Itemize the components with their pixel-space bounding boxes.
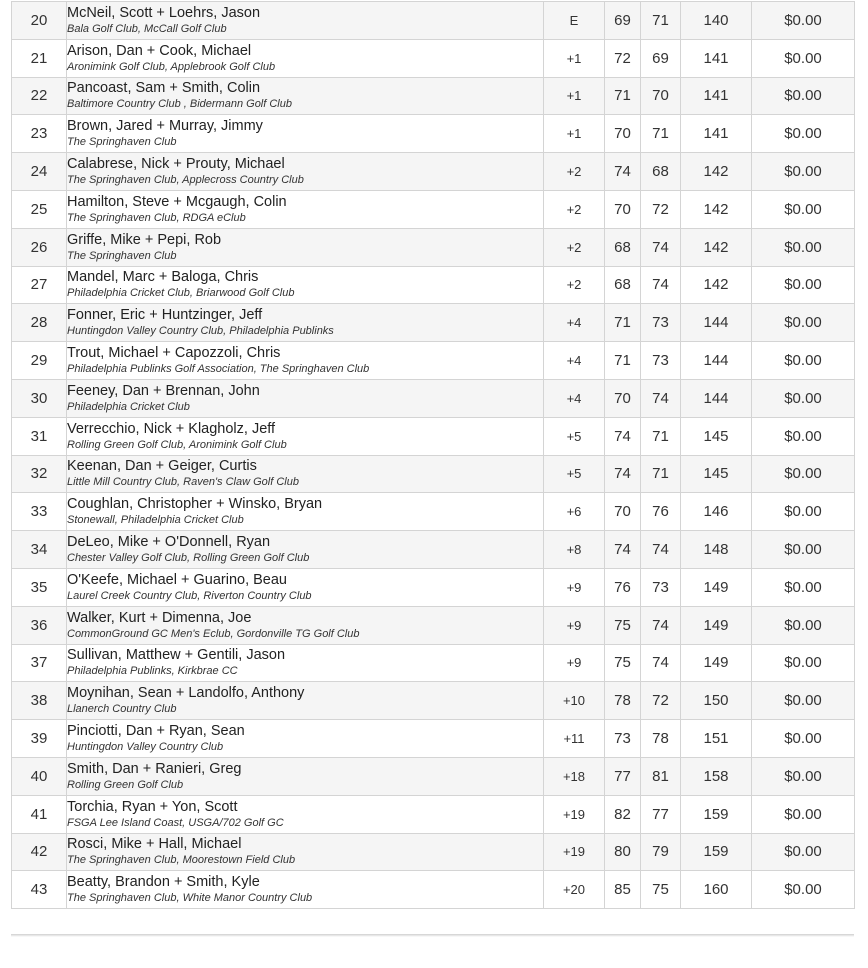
team-players[interactable]: Griffe, Mike + Pepi, Rob — [67, 231, 222, 248]
total-cell: 150 — [681, 682, 752, 720]
team-players[interactable]: Smith, Dan + Ranieri, Greg — [67, 760, 242, 777]
total-cell: 145 — [681, 417, 752, 455]
team-clubs: Bala Golf Club, McCall Golf Club — [67, 22, 227, 35]
total-cell: 141 — [681, 39, 752, 77]
total-cell: 142 — [681, 190, 752, 228]
round-1-cell: 74 — [605, 417, 641, 455]
team-clubs: CommonGround GC Men's Eclub, Gordonville TG Golf Club — [67, 627, 360, 640]
earnings-cell: $0.00 — [752, 568, 855, 606]
team-cell[interactable] — [67, 115, 544, 153]
team-players[interactable]: Brown, Jared + Murray, Jimmy — [67, 118, 263, 135]
team-players[interactable]: Rosci, Mike + Hall, Michael — [67, 836, 242, 853]
total-cell: 151 — [681, 720, 752, 758]
team-clubs: Baltimore Country Club , Bidermann Golf Club — [67, 98, 292, 111]
total-cell: 144 — [681, 304, 752, 342]
earnings-cell: $0.00 — [752, 871, 855, 909]
team-cell[interactable] — [67, 682, 544, 720]
team-clubs: Philadelphia Publinks Golf Association, The Springhaven Club — [67, 363, 370, 376]
team-clubs: Aronimink Golf Club, Applebrook Golf Club — [67, 60, 276, 73]
position-cell: 27 — [12, 266, 67, 304]
round-1-cell: 76 — [605, 568, 641, 606]
team-clubs: Huntingdon Valley Country Club, Philadelphia Publinks — [67, 325, 334, 338]
round-2-cell: 73 — [641, 568, 681, 606]
round-1-cell: 68 — [605, 228, 641, 266]
table-row[interactable] — [12, 77, 855, 115]
round-2-cell: 74 — [641, 228, 681, 266]
team-clubs: The Springhaven Club, Moorestown Field Club — [67, 854, 296, 867]
team-cell[interactable] — [67, 568, 544, 606]
team-cell[interactable] — [67, 757, 544, 795]
position-cell: 22 — [12, 77, 67, 115]
to-par-cell: +2 — [544, 266, 605, 304]
earnings-cell: $0.00 — [752, 531, 855, 569]
total-cell: 149 — [681, 606, 752, 644]
team-clubs: Huntingdon Valley Country Club — [67, 741, 224, 754]
total-cell: 158 — [681, 757, 752, 795]
to-par-cell: +9 — [544, 644, 605, 682]
table-row[interactable] — [12, 606, 855, 644]
round-2-cell: 79 — [641, 833, 681, 871]
team-players[interactable]: Sullivan, Matthew + Gentili, Jason — [67, 647, 286, 664]
round-1-cell: 71 — [605, 342, 641, 380]
team-clubs: The Springhaven Club, RDGA eClub — [67, 211, 246, 224]
table-row[interactable] — [12, 568, 855, 606]
team-clubs: Chester Valley Golf Club, Rolling Green Golf Club — [67, 552, 310, 565]
round-2-cell: 73 — [641, 342, 681, 380]
round-2-cell: 72 — [641, 682, 681, 720]
to-par-cell: +2 — [544, 190, 605, 228]
team-clubs: FSGA Lee Island Coast, USGA/702 Golf GC — [67, 816, 284, 829]
team-clubs: The Springhaven Club — [67, 249, 177, 262]
team-players[interactable]: Torchia, Ryan + Yon, Scott — [67, 798, 238, 815]
round-1-cell: 74 — [605, 531, 641, 569]
table-row[interactable] — [12, 417, 855, 455]
earnings-cell: $0.00 — [752, 795, 855, 833]
earnings-cell: $0.00 — [752, 682, 855, 720]
position-cell: 20 — [12, 2, 67, 40]
position-cell: 29 — [12, 342, 67, 380]
total-cell: 141 — [681, 77, 752, 115]
position-cell: 40 — [12, 757, 67, 795]
team-clubs: Stonewall, Philadelphia Cricket Club — [67, 514, 244, 527]
total-cell: 148 — [681, 531, 752, 569]
round-1-cell: 72 — [605, 39, 641, 77]
earnings-cell: $0.00 — [752, 115, 855, 153]
team-cell[interactable] — [67, 417, 544, 455]
team-cell[interactable] — [67, 153, 544, 191]
position-cell: 31 — [12, 417, 67, 455]
position-cell: 38 — [12, 682, 67, 720]
position-cell: 42 — [12, 833, 67, 871]
to-par-cell: +9 — [544, 606, 605, 644]
round-2-cell: 76 — [641, 493, 681, 531]
to-par-cell: +4 — [544, 342, 605, 380]
round-2-cell: 73 — [641, 304, 681, 342]
table-row[interactable] — [12, 115, 855, 153]
earnings-cell: $0.00 — [752, 2, 855, 40]
to-par-cell: +2 — [544, 153, 605, 191]
to-par-cell: +10 — [544, 682, 605, 720]
table-row[interactable] — [12, 757, 855, 795]
table-row[interactable] — [12, 2, 855, 40]
team-cell[interactable] — [67, 606, 544, 644]
earnings-cell: $0.00 — [752, 493, 855, 531]
round-2-cell: 68 — [641, 153, 681, 191]
round-2-cell: 71 — [641, 455, 681, 493]
table-row[interactable] — [12, 720, 855, 758]
round-2-cell: 71 — [641, 417, 681, 455]
earnings-cell: $0.00 — [752, 153, 855, 191]
table-bottom-shadow — [11, 934, 854, 937]
team-cell[interactable] — [67, 871, 544, 909]
round-2-cell: 74 — [641, 644, 681, 682]
position-cell: 34 — [12, 531, 67, 569]
table-row[interactable] — [12, 455, 855, 493]
total-cell: 142 — [681, 228, 752, 266]
to-par-cell: +11 — [544, 720, 605, 758]
table-row[interactable] — [12, 493, 855, 531]
position-cell: 21 — [12, 39, 67, 77]
earnings-cell: $0.00 — [752, 39, 855, 77]
team-players[interactable]: Pinciotti, Dan + Ryan, Sean — [67, 723, 245, 740]
team-clubs: Philadelphia Cricket Club — [67, 400, 190, 413]
team-cell[interactable] — [67, 720, 544, 758]
team-players[interactable]: Trout, Michael + Capozzoli, Chris — [67, 345, 281, 362]
total-cell: 149 — [681, 644, 752, 682]
round-2-cell: 69 — [641, 39, 681, 77]
total-cell: 159 — [681, 795, 752, 833]
table-row[interactable] — [12, 795, 855, 833]
to-par-cell: +1 — [544, 77, 605, 115]
round-2-cell: 70 — [641, 77, 681, 115]
to-par-cell: +19 — [544, 795, 605, 833]
team-cell[interactable] — [67, 531, 544, 569]
team-cell[interactable] — [67, 266, 544, 304]
round-1-cell: 70 — [605, 190, 641, 228]
team-players[interactable]: Pancoast, Sam + Smith, Colin — [67, 80, 261, 97]
table-row[interactable] — [12, 644, 855, 682]
to-par-cell: +5 — [544, 455, 605, 493]
team-players[interactable]: DeLeo, Mike + O'Donnell, Ryan — [67, 534, 271, 551]
team-cell[interactable] — [67, 190, 544, 228]
total-cell: 145 — [681, 455, 752, 493]
earnings-cell: $0.00 — [752, 190, 855, 228]
round-1-cell: 75 — [605, 606, 641, 644]
earnings-cell: $0.00 — [752, 606, 855, 644]
team-cell[interactable] — [67, 379, 544, 417]
to-par-cell: +6 — [544, 493, 605, 531]
to-par-cell: +4 — [544, 304, 605, 342]
round-1-cell: 85 — [605, 871, 641, 909]
team-clubs: Philadelphia Cricket Club, Briarwood Golf Club — [67, 287, 295, 300]
round-1-cell: 78 — [605, 682, 641, 720]
team-cell[interactable] — [67, 644, 544, 682]
earnings-cell: $0.00 — [752, 379, 855, 417]
position-cell: 26 — [12, 228, 67, 266]
round-1-cell: 74 — [605, 153, 641, 191]
team-cell[interactable] — [67, 455, 544, 493]
team-cell[interactable] — [67, 77, 544, 115]
total-cell: 144 — [681, 379, 752, 417]
table-row[interactable] — [12, 871, 855, 909]
round-2-cell: 71 — [641, 115, 681, 153]
to-par-cell: +1 — [544, 115, 605, 153]
position-cell: 37 — [12, 644, 67, 682]
position-cell: 43 — [12, 871, 67, 909]
round-1-cell: 71 — [605, 304, 641, 342]
team-players[interactable]: Keenan, Dan + Geiger, Curtis — [67, 458, 257, 475]
round-1-cell: 70 — [605, 379, 641, 417]
team-clubs: Laurel Creek Country Club, Riverton Country Club — [67, 589, 312, 602]
round-2-cell: 78 — [641, 720, 681, 758]
round-2-cell: 77 — [641, 795, 681, 833]
earnings-cell: $0.00 — [752, 644, 855, 682]
round-1-cell: 75 — [605, 644, 641, 682]
team-clubs: The Springhaven Club, Applecross Country Club — [67, 174, 304, 187]
table-row[interactable] — [12, 153, 855, 191]
to-par-cell: +2 — [544, 228, 605, 266]
leaderboard-table — [11, 1, 855, 909]
team-players[interactable]: Arison, Dan + Cook, Michael — [67, 42, 252, 59]
round-1-cell: 71 — [605, 77, 641, 115]
round-1-cell: 77 — [605, 757, 641, 795]
team-clubs: The Springhaven Club — [67, 136, 177, 149]
round-2-cell: 74 — [641, 379, 681, 417]
team-players[interactable]: Moynihan, Sean + Landolfo, Anthony — [67, 685, 305, 702]
table-row[interactable] — [12, 379, 855, 417]
position-cell: 41 — [12, 795, 67, 833]
table-row[interactable] — [12, 39, 855, 77]
team-players[interactable]: O'Keefe, Michael + Guarino, Beau — [67, 571, 287, 588]
team-players[interactable]: McNeil, Scott + Loehrs, Jason — [67, 4, 261, 21]
total-cell: 146 — [681, 493, 752, 531]
to-par-cell: +9 — [544, 568, 605, 606]
total-cell: 142 — [681, 266, 752, 304]
total-cell: 140 — [681, 2, 752, 40]
table-row[interactable] — [12, 833, 855, 871]
round-2-cell: 71 — [641, 2, 681, 40]
earnings-cell: $0.00 — [752, 266, 855, 304]
earnings-cell: $0.00 — [752, 757, 855, 795]
position-cell: 25 — [12, 190, 67, 228]
total-cell: 144 — [681, 342, 752, 380]
position-cell: 23 — [12, 115, 67, 153]
earnings-cell: $0.00 — [752, 342, 855, 380]
position-cell: 24 — [12, 153, 67, 191]
total-cell: 160 — [681, 871, 752, 909]
earnings-cell: $0.00 — [752, 304, 855, 342]
position-cell: 39 — [12, 720, 67, 758]
to-par-cell: +1 — [544, 39, 605, 77]
team-players[interactable]: Beatty, Brandon + Smith, Kyle — [67, 874, 260, 891]
earnings-cell: $0.00 — [752, 417, 855, 455]
team-cell[interactable] — [67, 39, 544, 77]
team-clubs: Llanerch Country Club — [67, 703, 177, 716]
table-row[interactable] — [12, 682, 855, 720]
round-2-cell: 74 — [641, 266, 681, 304]
table-row[interactable] — [12, 228, 855, 266]
team-players[interactable]: Walker, Kurt + Dimenna, Joe — [67, 609, 252, 626]
team-players[interactable]: Mandel, Marc + Baloga, Chris — [67, 269, 259, 286]
round-1-cell: 82 — [605, 795, 641, 833]
team-clubs: Philadelphia Publinks, Kirkbrae CC — [67, 665, 238, 678]
table-row[interactable] — [12, 266, 855, 304]
earnings-cell: $0.00 — [752, 455, 855, 493]
to-par-cell: +8 — [544, 531, 605, 569]
round-1-cell: 70 — [605, 493, 641, 531]
to-par-cell: +19 — [544, 833, 605, 871]
position-cell: 32 — [12, 455, 67, 493]
round-2-cell: 74 — [641, 531, 681, 569]
round-1-cell: 73 — [605, 720, 641, 758]
total-cell: 141 — [681, 115, 752, 153]
team-players[interactable]: Calabrese, Nick + Prouty, Michael — [67, 156, 285, 173]
round-2-cell: 81 — [641, 757, 681, 795]
team-cell[interactable] — [67, 342, 544, 380]
total-cell: 142 — [681, 153, 752, 191]
table-row[interactable] — [12, 190, 855, 228]
table-row[interactable] — [12, 531, 855, 569]
team-players[interactable]: Feeney, Dan + Brennan, John — [67, 382, 260, 399]
position-cell: 33 — [12, 493, 67, 531]
earnings-cell: $0.00 — [752, 833, 855, 871]
position-cell: 36 — [12, 606, 67, 644]
total-cell: 149 — [681, 568, 752, 606]
position-cell: 30 — [12, 379, 67, 417]
round-1-cell: 68 — [605, 266, 641, 304]
round-2-cell: 74 — [641, 606, 681, 644]
team-clubs: Rolling Green Golf Club, Aronimink Golf Club — [67, 438, 287, 451]
team-cell[interactable] — [67, 493, 544, 531]
table-row[interactable] — [12, 342, 855, 380]
team-players[interactable]: Verrecchio, Nick + Klagholz, Jeff — [67, 420, 276, 437]
round-1-cell: 69 — [605, 2, 641, 40]
round-1-cell: 80 — [605, 833, 641, 871]
team-cell[interactable] — [67, 795, 544, 833]
total-cell: 159 — [681, 833, 752, 871]
team-players[interactable]: Fonner, Eric + Huntzinger, Jeff — [67, 307, 263, 324]
round-1-cell: 70 — [605, 115, 641, 153]
team-players[interactable]: Hamilton, Steve + Mcgaugh, Colin — [67, 193, 287, 210]
earnings-cell: $0.00 — [752, 720, 855, 758]
team-cell[interactable] — [67, 228, 544, 266]
to-par-cell: +5 — [544, 417, 605, 455]
round-2-cell: 72 — [641, 190, 681, 228]
to-par-cell: +4 — [544, 379, 605, 417]
team-clubs: The Springhaven Club, White Manor Country Club — [67, 892, 313, 905]
round-2-cell: 75 — [641, 871, 681, 909]
team-cell[interactable] — [67, 2, 544, 40]
to-par-cell: +18 — [544, 757, 605, 795]
leaderboard-body — [12, 2, 855, 909]
to-par-cell: +20 — [544, 871, 605, 909]
to-par-cell: E — [544, 2, 605, 40]
team-cell[interactable] — [67, 304, 544, 342]
earnings-cell: $0.00 — [752, 228, 855, 266]
round-1-cell: 74 — [605, 455, 641, 493]
earnings-cell: $0.00 — [752, 77, 855, 115]
team-clubs: Rolling Green Golf Club — [67, 778, 184, 791]
position-cell: 28 — [12, 304, 67, 342]
team-clubs: Little Mill Country Club, Raven's Claw Golf Club — [67, 476, 299, 489]
position-cell: 35 — [12, 568, 67, 606]
team-cell[interactable] — [67, 833, 544, 871]
team-players[interactable]: Coughlan, Christopher + Winsko, Bryan — [67, 496, 323, 513]
table-row[interactable] — [12, 304, 855, 342]
